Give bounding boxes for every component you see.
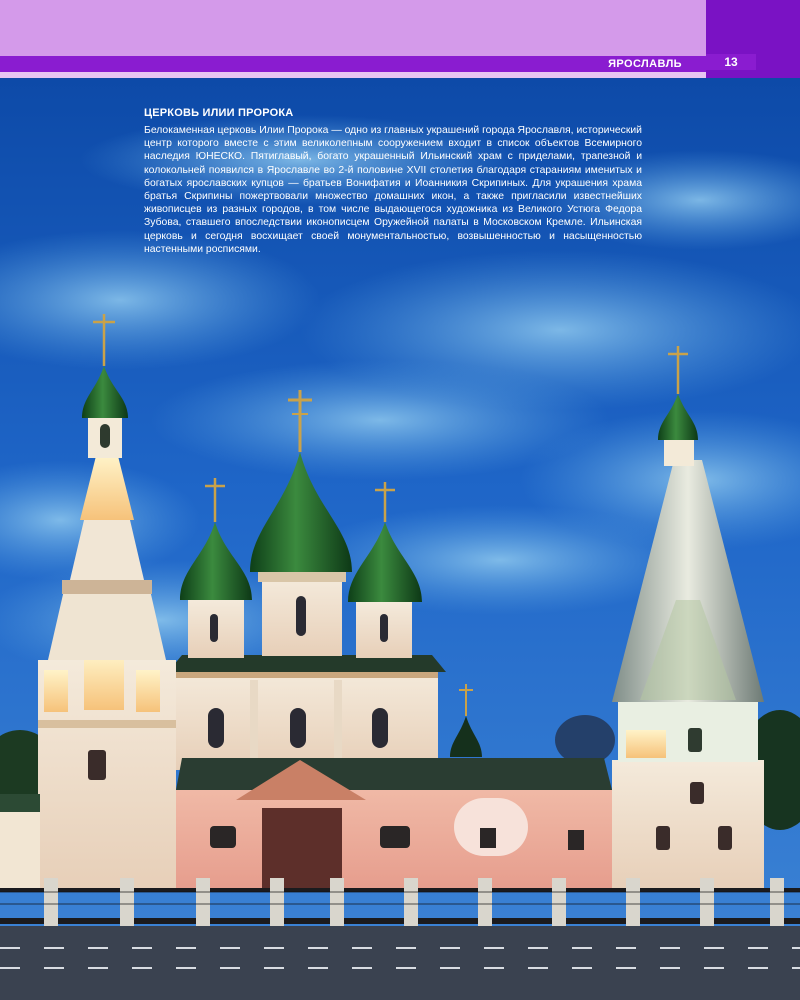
article-title: ЦЕРКОВЬ ИЛИИ ПРОРОКА (144, 107, 294, 119)
article (144, 107, 642, 256)
page-number: 13 (706, 54, 756, 70)
header-bar (0, 0, 800, 56)
main-church (168, 655, 446, 770)
article-body: Белокаменная церковь Илии Пророка — одно из главных украшений города Ярославля, исторический центр которого вместе с этим великолепным сооружением входит в список объектов Всемирного наследия ЮНЕСКО. Пятиглавый, богато украшенный Ильинский храм с приделами, трапезной и колокольней появился в Ярославле во 2-й половине XVII столетия благодаря стараниям именитых и богатых ярославских купцов — братьев Вонифатия и Иоанникия Скрипиных. Для украшения храма братья Скрипины пожертвовали множество домашних икон, а также пригласили известнейших живописцев из разных городов, в том числе выдающегося художника из Великого Устюга Федора Зубова, ставшего впоследствии иконописцем Оружейной палаты в Московском Кремле. Ильинская церковь и сегодня восхищает своей монументальностью, возвышенностью и насыщенностью настенными росписями. (144, 125, 642, 255)
section-label: ЯРОСЛАВЛЬ (608, 58, 682, 70)
street (0, 926, 800, 1000)
header-stripe (0, 56, 706, 72)
header-stripe-light (0, 72, 706, 78)
